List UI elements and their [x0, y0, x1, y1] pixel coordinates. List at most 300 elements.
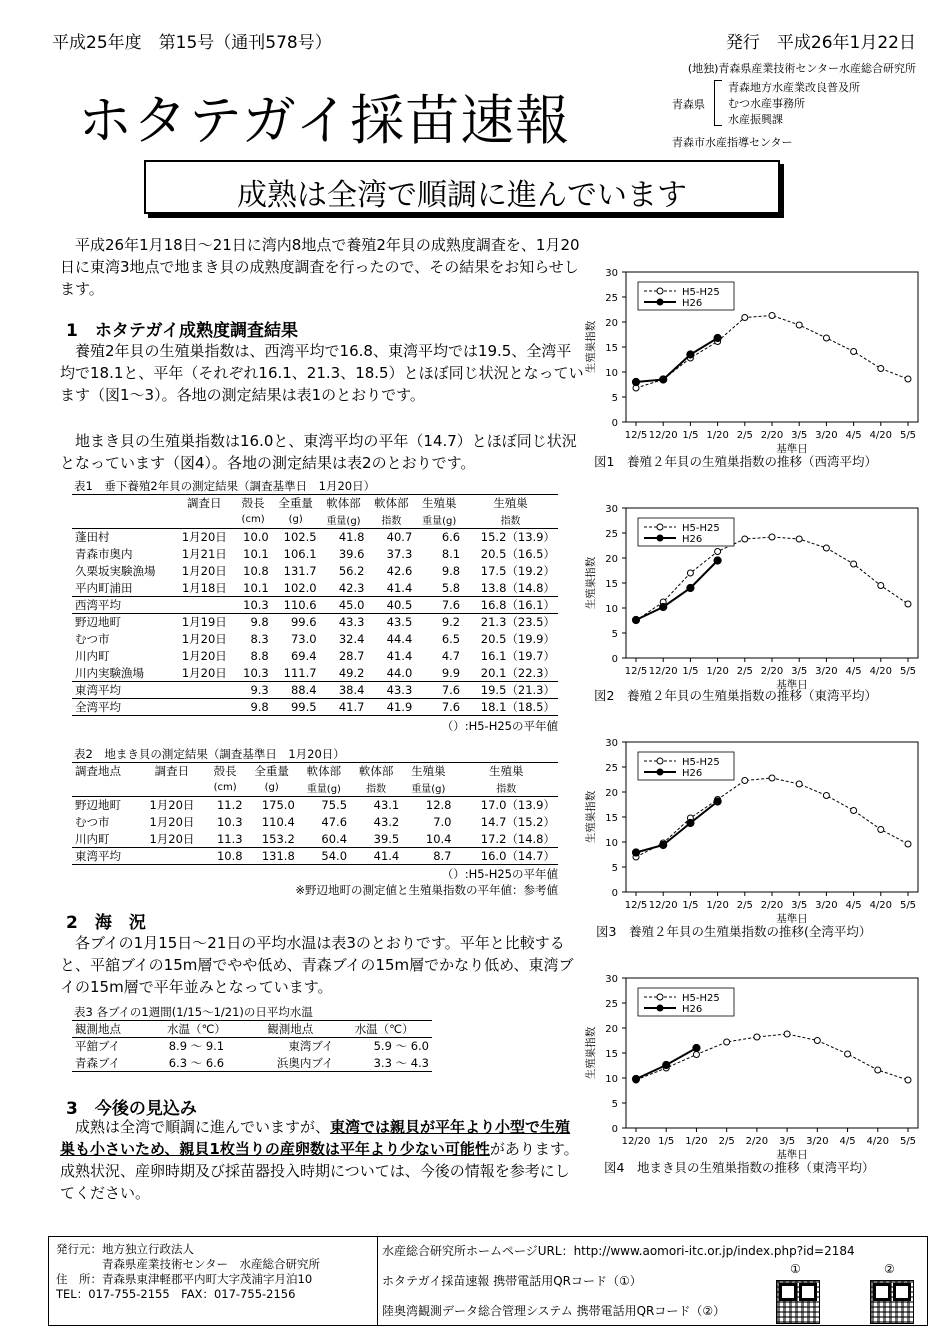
table-header-cell: 殻長: [213, 764, 237, 779]
x-tick-label: 2/20: [760, 666, 784, 677]
y-tick-label: 10: [605, 368, 618, 379]
table-cell: 45.0: [338, 598, 365, 612]
table-header-row: [72, 780, 558, 797]
y-tick-label: 10: [605, 1074, 618, 1085]
legend-marker: [657, 288, 663, 294]
table-cell: 44.0: [386, 665, 413, 680]
table2-reference-note: ※野辺地町の測定値と生殖巣指数の平年値：参考値: [295, 883, 558, 897]
series-line: [636, 338, 718, 382]
legend-marker: [657, 758, 663, 764]
table-cell: 1月18日: [181, 580, 227, 595]
pref-org-list: [728, 80, 860, 128]
y-tick-label: 10: [605, 604, 618, 615]
table-cell: 41.9: [386, 700, 413, 714]
x-tick-label: 3/20: [815, 666, 838, 677]
table-cell: 18.1（18.5）: [480, 700, 555, 714]
data-point: [878, 583, 884, 589]
series-line: [636, 316, 908, 389]
table-cell: 1月20日: [149, 798, 195, 813]
table-cell: 青森ブイ: [75, 1055, 120, 1070]
table-cell: 102.0: [283, 580, 317, 595]
table-row: [72, 1055, 432, 1072]
table-header-cell: 水温（℃）: [354, 1022, 414, 1036]
table-cell: 42.6: [386, 564, 413, 578]
table-cell: 56.2: [338, 564, 365, 578]
table-header-cell: 指数: [366, 784, 387, 796]
figure2-chart: [578, 498, 928, 708]
table-cell: 10.8: [243, 564, 269, 578]
y-tick-label: 25: [605, 999, 618, 1010]
pref-org-item: 青森地方水産業改良普及所: [728, 81, 860, 94]
legend-marker: [657, 524, 663, 530]
x-tick-label: 1/20: [706, 430, 729, 441]
table-cell: 43.1: [373, 798, 400, 813]
legend-label: H5-H25: [682, 523, 720, 534]
table-cell: 9.8: [250, 700, 269, 714]
table-cell: 久栗坂実験漁場: [75, 564, 156, 578]
table-header-row: [72, 512, 558, 529]
series-line: [636, 561, 718, 621]
section1-paragraph2: 地まき貝の生殖巣指数は16.0と、東湾平均の平年（14.7）とほぼ同じ状況となっています（図4）。各地の測定結果は表2のとおりです。: [60, 432, 577, 472]
table-row: [72, 648, 558, 665]
table-cell: 99.6: [290, 615, 317, 630]
data-point: [769, 534, 775, 540]
table-cell: 153.2: [261, 831, 295, 846]
qr-code-2-icon[interactable]: [870, 1280, 914, 1324]
table-cell: 6.6: [441, 530, 461, 545]
table-header-row: [72, 1021, 432, 1038]
table-cell: 6.5: [441, 632, 461, 646]
section3-emphasis: 東湾では親貝が平年より小型で生殖巣も小さいため、親貝1枚当りの産卵数は平年より少ない可能性: [60, 1118, 571, 1158]
x-tick-label: 12/20: [621, 1136, 651, 1147]
data-point: [632, 849, 639, 856]
table1-caption: 表1 垂下養殖2年貝の測定結果（調査基準日 1月20日）: [74, 479, 376, 493]
table-cell: 10.3: [243, 598, 269, 612]
table-cell: 20.5（16.5）: [480, 547, 555, 561]
table1-note: （）:H5-H25の平年値: [441, 719, 558, 733]
table-cell: 全湾平均: [75, 700, 121, 714]
y-tick-label: 5: [611, 393, 618, 404]
y-tick-label: 30: [605, 974, 618, 985]
data-point: [878, 827, 884, 833]
table-cell: 16.8（16.1）: [480, 598, 555, 612]
table-header-cell: (g): [288, 514, 303, 526]
table-header-cell: 重量(g): [422, 516, 457, 528]
table-cell: 3.3 ～ 4.3: [373, 1055, 429, 1070]
x-tick-label: 2/20: [760, 900, 784, 911]
data-point: [823, 793, 829, 799]
data-point: [905, 376, 911, 382]
legend-label: H5-H25: [682, 757, 720, 768]
legend-label: H26: [682, 1004, 703, 1015]
qr-code-1-icon[interactable]: [776, 1280, 820, 1324]
table-cell: 60.4: [321, 831, 348, 846]
table2-note: （）:H5-H25の平年値: [441, 867, 558, 881]
data-point: [714, 334, 721, 341]
qr2-label: 陸奥湾観測データ総合管理システム 携帯電話用QRコード（②）: [382, 1304, 726, 1318]
table-header-cell: 全重量: [278, 496, 313, 511]
table-cell: 16.1（19.7）: [480, 649, 555, 663]
table-cell: 54.0: [321, 849, 348, 863]
table-cell: 19.5（21.3）: [480, 683, 555, 697]
data-point: [660, 841, 667, 848]
table-header-cell: 軟体部: [326, 496, 361, 511]
table-row: [72, 797, 558, 814]
x-tick-label: 5/5: [899, 1136, 917, 1147]
x-tick-label: 1/5: [658, 1136, 675, 1147]
y-tick-label: 0: [611, 654, 618, 665]
footer-divider: [377, 1236, 378, 1326]
table-cell: 12.8: [425, 798, 452, 813]
y-axis-label: 生殖巣指数: [585, 790, 597, 844]
table-header-cell: 重量(g): [306, 784, 341, 796]
section3-text-a: 成熟は全湾で順調に進んでいますが、: [60, 1118, 331, 1136]
y-tick-label: 0: [611, 418, 618, 429]
data-point: [851, 808, 857, 814]
qr1-label: ホタテガイ採苗速報 携帯電話用QRコード（①）: [382, 1274, 642, 1288]
table-cell: 1月20日: [181, 665, 227, 680]
table-cell: 平内町浦田: [75, 580, 133, 595]
x-tick-label: 1/5: [682, 666, 699, 677]
y-tick-label: 20: [605, 318, 618, 329]
table-cell: 41.7: [338, 700, 365, 714]
table-cell: 106.1: [283, 547, 317, 561]
x-tick-label: 4/5: [839, 1136, 856, 1147]
x-axis-label: 基準日: [776, 1149, 808, 1161]
table-cell: 10.1: [243, 547, 269, 561]
table-header-cell: (cm): [241, 514, 265, 526]
x-tick-label: 12/20: [648, 666, 678, 677]
section3-paragraph: [60, 1116, 584, 1204]
table-cell: 10.3: [243, 665, 269, 680]
data-point: [632, 378, 639, 385]
table-cell: 7.6: [441, 683, 461, 697]
table-cell: むつ市: [75, 632, 110, 646]
table-cell: 69.4: [290, 649, 317, 663]
table-cell: 21.3（23.5）: [480, 615, 555, 630]
table-cell: 111.7: [283, 665, 317, 680]
data-point: [663, 1061, 670, 1068]
table-cell: 43.3: [386, 683, 413, 697]
y-tick-label: 15: [605, 1049, 618, 1060]
data-point: [769, 313, 775, 319]
x-axis-label: 基準日: [776, 679, 808, 691]
table-header-row: [72, 763, 558, 780]
data-point: [715, 549, 721, 555]
table-cell: 40.5: [386, 598, 413, 612]
table-cell: 41.8: [338, 530, 365, 545]
table-cell: 川内町: [75, 831, 110, 846]
legend-label: H5-H25: [682, 993, 720, 1004]
y-tick-label: 10: [605, 838, 618, 849]
x-tick-label: 4/5: [845, 900, 862, 911]
table-cell: 38.4: [338, 683, 365, 697]
series-line: [636, 778, 908, 857]
table-header-cell: [72, 780, 139, 797]
x-tick-label: 1/20: [706, 666, 729, 677]
table-cell: 40.7: [386, 530, 413, 545]
y-tick-label: 30: [605, 738, 618, 749]
table-cell: 17.2（14.8）: [480, 831, 555, 846]
data-point: [814, 1038, 820, 1044]
table2: [72, 762, 558, 865]
table-cell: [174, 682, 234, 699]
data-point: [878, 366, 884, 372]
data-point: [845, 1051, 851, 1057]
data-point: [742, 778, 748, 784]
table-cell: 6.3 ～ 6.6: [168, 1055, 225, 1070]
section1-paragraph1: 養殖2年貝の生殖巣指数は、西湾平均で16.8、東湾平均では19.5、全湾平均で18.1と、平年（それぞれ16.1、21.3、18.5）とほぼ同じ状況となっています（図1～3）。各地の測定結果は表1のとおりです。: [60, 342, 584, 404]
table-cell: 43.2: [373, 815, 400, 829]
x-tick-label: 2/5: [718, 1136, 735, 1147]
table-cell: 11.2: [216, 798, 243, 813]
table-cell: 8.8: [250, 649, 269, 663]
table-cell: 131.7: [283, 564, 317, 578]
y-tick-label: 15: [605, 343, 618, 354]
data-point: [905, 601, 911, 607]
data-point: [905, 841, 911, 847]
data-point: [693, 1044, 700, 1051]
main-organization: (地独)青森県産業技術センター水産総合研究所: [687, 62, 916, 75]
table-cell: 175.0: [261, 798, 295, 813]
table-header-cell: 重量(g): [326, 516, 361, 528]
pref-org-item: 水産振興課: [728, 113, 783, 126]
data-point: [687, 351, 694, 358]
table-row: [72, 563, 558, 580]
table-cell: 88.4: [290, 683, 317, 697]
table-header-cell: 生殖巣: [421, 496, 457, 511]
table2-caption: 表2 地まき貝の測定結果（調査基準日 1月20日）: [74, 747, 345, 761]
data-point: [905, 1077, 911, 1083]
table-cell: 東湾ブイ: [288, 1039, 334, 1054]
table-cell: 10.3: [216, 815, 243, 829]
y-axis-label: 生殖巣指数: [585, 1026, 597, 1080]
table-header-cell: 生殖巣: [488, 764, 524, 779]
city-organization: 青森市水産指導センター: [672, 136, 793, 149]
table-cell: 110.4: [261, 815, 295, 829]
table-cell: 9.9: [441, 665, 461, 680]
qr1-number: ①: [790, 1262, 801, 1276]
table-cell: 8.3: [250, 632, 269, 646]
table-cell: 10.8: [216, 849, 243, 863]
table-header-cell: 殻長: [241, 496, 265, 511]
table-row: [72, 1038, 432, 1055]
intro-paragraph: 平成26年1月18日～21日に湾内8地点で養殖2年貝の成熟度調査を、1月20日に東湾3地点で地まき貝の成熟度調査を行ったので、その結果をお知らせします。: [60, 236, 580, 298]
table-cell: 7.6: [441, 598, 461, 612]
x-tick-label: 5/5: [899, 430, 917, 441]
data-point: [687, 584, 694, 591]
homepage-link[interactable]: 水産総合研究所ホームページURL：http://www.aomori-itc.or.jp/index.php?id=2184: [382, 1244, 855, 1258]
x-tick-label: 12/5: [624, 430, 648, 441]
x-tick-label: 1/5: [682, 900, 699, 911]
table-header-cell: 観測地点: [267, 1022, 314, 1036]
table-header-cell: 軟体部: [374, 496, 409, 511]
table-cell: 川内町: [75, 649, 110, 663]
table-cell: 川内実験漁場: [75, 665, 144, 680]
y-tick-label: 20: [605, 1024, 618, 1035]
y-tick-label: 0: [611, 888, 618, 899]
legend-label: H26: [682, 298, 703, 309]
table-header-cell: 指数: [500, 516, 521, 528]
table-header-cell: 軟体部: [306, 764, 342, 779]
table3-caption: 表3 各ブイの1週間(1/15～1/21)の日平均水温: [74, 1005, 313, 1019]
table-row: [72, 546, 558, 563]
table-cell: 42.3: [338, 580, 365, 595]
y-tick-label: 20: [605, 788, 618, 799]
x-tick-label: 4/20: [869, 430, 893, 441]
section3-heading: 3 今後の見込み: [66, 1099, 197, 1119]
table-header-row: [72, 495, 558, 512]
table-cell: 75.5: [321, 798, 348, 813]
section3-text-c: があります。成熟状況、産卵時期及び採苗器投入時期については、今後の情報を参考にしてください。: [60, 1140, 579, 1202]
y-tick-label: 30: [605, 268, 618, 279]
table-header-cell: [72, 495, 174, 512]
y-tick-label: 30: [605, 504, 618, 515]
x-tick-label: 1/5: [682, 430, 699, 441]
series-line: [636, 1034, 908, 1080]
figure1-caption: 図1 養殖２年貝の生殖巣指数の推移（西湾平均）: [594, 454, 877, 469]
data-point: [796, 322, 802, 328]
x-axis-label: 基準日: [776, 443, 808, 455]
issue-number: 平成25年度 第15号（通刊578号）: [52, 33, 332, 53]
table-cell: 1月21日: [181, 547, 227, 561]
figure3-caption: 図3 養殖２年貝の生殖巣指数の推移(全湾平均）: [596, 924, 872, 939]
table-cell: 1月19日: [181, 615, 227, 630]
figure3-chart: [578, 732, 928, 942]
data-point: [632, 616, 639, 623]
pref-label: 青森県: [672, 98, 705, 111]
table-cell: 野辺地町: [75, 615, 121, 630]
x-tick-label: 12/5: [624, 900, 648, 911]
table-cell: 41.4: [373, 849, 400, 863]
table-cell: 43.3: [338, 615, 365, 630]
table-header-cell: (g): [264, 782, 279, 794]
legend-label: H26: [682, 534, 703, 545]
table-row: [72, 580, 558, 597]
data-point: [754, 1034, 760, 1040]
footer-line: TEL：017-755-2155 FAX：017-755-2156: [56, 1287, 296, 1301]
publish-date: 発行 平成26年1月22日: [725, 33, 916, 53]
bracket-divider: [714, 80, 722, 126]
table-cell: 9.8: [441, 564, 461, 578]
table-cell: 17.5（19.2）: [480, 564, 555, 578]
table-cell: 7.0: [433, 815, 452, 829]
table-header-cell: (cm): [213, 782, 237, 794]
table-cell: 28.7: [338, 649, 365, 663]
table-cell: 17.0（13.9）: [480, 798, 555, 813]
table1: [72, 494, 558, 716]
table-row: [72, 848, 558, 865]
x-tick-label: 4/5: [845, 666, 862, 677]
data-point: [742, 536, 748, 542]
table-cell: 10.1: [243, 580, 269, 595]
x-tick-label: 12/20: [648, 900, 678, 911]
legend-marker: [657, 769, 663, 775]
table-cell: 37.3: [386, 547, 413, 561]
table-cell: 15.2（13.9）: [480, 530, 555, 545]
section2-heading: 2 海 況: [66, 913, 146, 933]
x-tick-label: 4/5: [845, 430, 862, 441]
table-header-cell: 指数: [496, 784, 517, 796]
table-cell: 41.4: [386, 649, 413, 663]
table-cell: 8.1: [441, 547, 461, 561]
data-point: [714, 798, 721, 805]
y-axis-label: 生殖巣指数: [585, 320, 597, 374]
table-header-cell: 生殖巣: [493, 496, 528, 511]
x-tick-label: 1/20: [706, 900, 729, 911]
data-point: [823, 335, 829, 341]
x-tick-label: 2/5: [736, 430, 753, 441]
data-point: [875, 1067, 881, 1073]
table-cell: 1月20日: [181, 632, 227, 646]
table-cell: 20.5（19.9）: [480, 632, 555, 646]
y-tick-label: 25: [605, 529, 618, 540]
table-cell: 蓬田村: [75, 530, 110, 545]
table-cell: 41.4: [386, 580, 413, 595]
table-cell: 9.2: [441, 615, 461, 630]
x-tick-label: 4/20: [869, 666, 893, 677]
table-cell: 10.0: [243, 530, 269, 545]
table-cell: 青森市奥内: [75, 547, 133, 561]
headline: 成熟は全湾で順調に進んでいます: [237, 178, 687, 213]
x-tick-label: 3/20: [815, 900, 838, 911]
section2-paragraph: 各ブイの1月15日～21日の平均水温は表3のとおりです。平年と比較すると、平舘ブイの15m層でやや低め、青森ブイの15m層でかなり低め、東湾ブイの15m層で平年並みとなっています。: [60, 934, 574, 996]
x-tick-label: 3/20: [806, 1136, 829, 1147]
table-cell: 39.5: [373, 831, 400, 846]
table-row: [72, 699, 558, 716]
table-cell: 4.7: [441, 649, 461, 663]
table-header-cell: [139, 780, 205, 797]
data-point: [714, 557, 721, 564]
table-header-cell: 水温（℃）: [166, 1022, 226, 1036]
data-point: [687, 819, 694, 826]
table-cell: [174, 597, 234, 614]
y-tick-label: 5: [611, 863, 618, 874]
x-axis-label: 基準日: [776, 913, 808, 925]
x-tick-label: 2/5: [736, 666, 753, 677]
table-cell: 1月20日: [149, 815, 195, 829]
table-header-cell: 生殖巣: [411, 764, 446, 779]
table-cell: 14.7（15.2）: [480, 815, 555, 829]
table-cell: 20.1（22.3）: [480, 665, 555, 680]
figure2-caption: 図2 養殖２年貝の生殖巣指数の推移（東湾平均）: [594, 688, 877, 703]
y-tick-label: 5: [611, 629, 618, 640]
table-cell: 1月20日: [181, 649, 227, 663]
footer-line: 青森県産業技術センター 水産総合研究所: [56, 1257, 321, 1271]
y-tick-label: 25: [605, 763, 618, 774]
legend-marker: [657, 994, 663, 1000]
data-point: [742, 315, 748, 321]
table-row: [72, 529, 558, 546]
table-cell: 102.5: [283, 530, 317, 545]
table-cell: 73.0: [290, 632, 317, 646]
table-header-cell: 軟体部: [358, 764, 394, 779]
series-line: [636, 802, 718, 853]
figure1-chart: [578, 262, 928, 472]
data-point: [693, 1052, 699, 1058]
data-point: [769, 775, 775, 781]
table-row: [72, 831, 558, 848]
series-line: [636, 537, 908, 621]
data-point: [796, 781, 802, 787]
table-header-cell: 重量(g): [411, 784, 446, 796]
x-tick-label: 3/5: [779, 1136, 796, 1147]
y-tick-label: 15: [605, 579, 618, 590]
table-cell: 43.5: [386, 615, 413, 630]
table-row: [72, 682, 558, 699]
table-cell: 野辺地町: [75, 798, 121, 813]
table-header-cell: 調査日: [154, 764, 190, 779]
